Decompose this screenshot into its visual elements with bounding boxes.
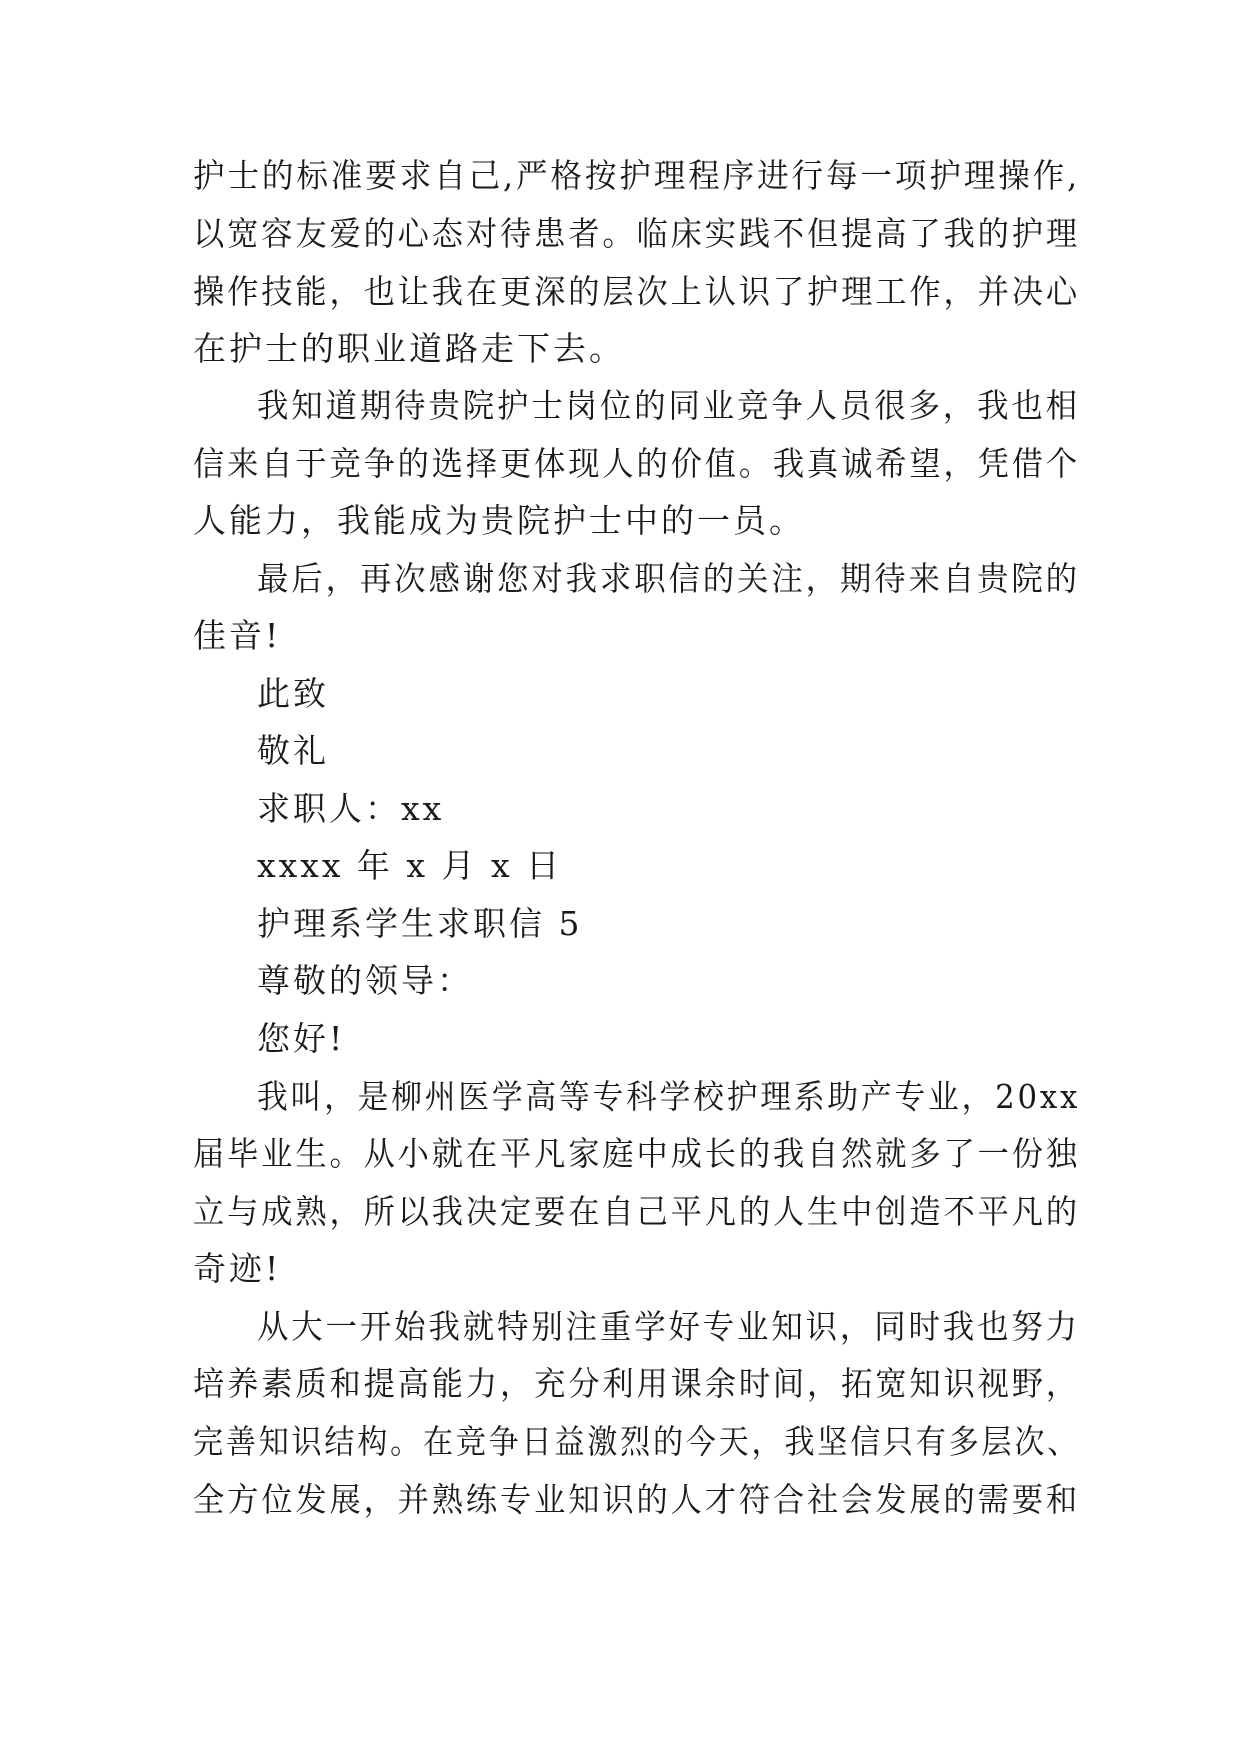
paragraph-line: 培养素质和提高能力，充分利用课余时间，拓宽知识视野，	[193, 1364, 1080, 1403]
paragraph-line: 信来自于竞争的选择更体现人的价值。我真诚希望，凭借个	[193, 444, 1080, 483]
paragraph-line: 我知道期待贵院护士岗位的同业竞争人员很多，我也相	[257, 386, 1080, 425]
paragraph-line: 从大一开始我就特别注重学好专业知识，同时我也努力	[257, 1307, 1080, 1346]
paragraph-line: 届毕业生。从小就在平凡家庭中成长的我自然就多了一份独	[193, 1134, 1080, 1173]
paragraph-line: 佳音!	[193, 616, 282, 655]
greeting-salutation: 尊敬的领导：	[257, 961, 473, 1000]
paragraph-line: 在护士的职业道路走下去。	[193, 329, 625, 368]
closing-regards: 敬礼	[257, 731, 329, 770]
paragraph-line: 奇迹!	[193, 1249, 282, 1288]
paragraph-line: 立与成熟，所以我决定要在自己平凡的人生中创造不平凡的	[193, 1192, 1080, 1231]
paragraph-line: 我叫，是柳州医学高等专科学校护理系助产专业，20xx	[257, 1077, 1081, 1116]
paragraph-line: 全方位发展，并熟练专业知识的人才符合社会发展的需要和	[193, 1480, 1080, 1519]
paragraph-line: 完善知识结构。在竞争日益激烈的今天，我坚信只有多层次、	[193, 1422, 1081, 1461]
paragraph-line: 最后，再次感谢您对我求职信的关注，期待来自贵院的	[257, 559, 1080, 598]
paragraph-line: 护士的标准要求自己,严格按护理程序进行每一项护理操作,	[193, 156, 1081, 195]
paragraph-line: 以宽容友爱的心态对待患者。临床实践不但提高了我的护理	[193, 214, 1080, 253]
applicant-signature: 求职人：xx	[257, 789, 445, 828]
paragraph-line: 操作技能，也让我在更深的层次上认识了护理工作，并决心	[193, 272, 1080, 311]
letter-date: xxxx 年 x 月 x 日	[257, 846, 563, 885]
paragraph-line: 人能力，我能成为贵院护士中的一员。	[193, 501, 805, 540]
greeting: 您好!	[257, 1019, 346, 1058]
closing-salutation: 此致	[257, 674, 329, 713]
section-title: 护理系学生求职信 5	[257, 904, 583, 943]
